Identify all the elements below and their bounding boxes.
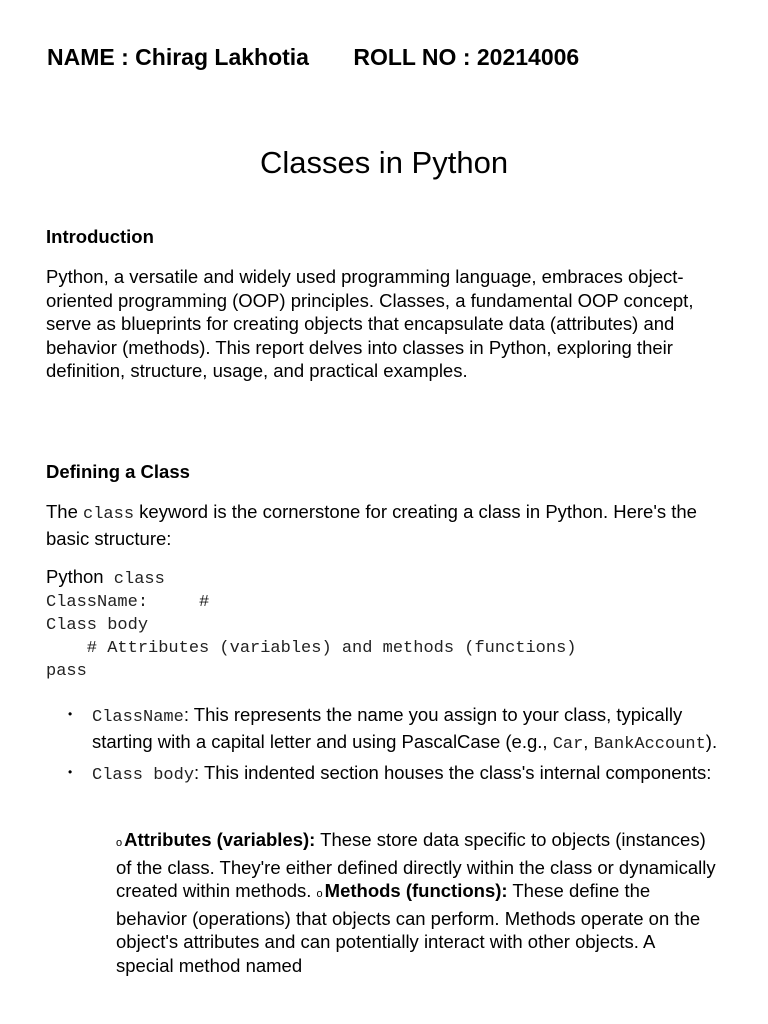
student-header xyxy=(47,44,579,71)
text-segment: ). xyxy=(705,730,718,752)
defining-class-heading: Defining a Class xyxy=(46,461,190,482)
circle-bullet-icon: o xyxy=(116,837,123,849)
structure-bullet-list xyxy=(68,703,732,793)
code-block xyxy=(46,565,577,683)
inline-code: ClassName xyxy=(92,708,184,727)
introduction-heading: Introduction xyxy=(46,226,154,247)
circle-bullet-icon: o xyxy=(316,888,323,900)
list-item xyxy=(68,703,732,756)
list-item xyxy=(68,761,732,788)
code-line: pass xyxy=(46,662,87,681)
bullet-icon: • xyxy=(68,765,73,779)
class-body-sublist xyxy=(116,828,716,977)
attributes-label: Attributes (variables): xyxy=(124,829,316,850)
methods-label: Methods (functions): xyxy=(324,880,508,901)
class-keyword: class xyxy=(83,505,135,524)
student-name: NAME : Chirag Lakhotia xyxy=(47,44,309,70)
code-line: ClassName: # xyxy=(46,593,210,612)
text-segment: These define the behavior (operations) that objects can perform. Methods operate on the object's attributes and can potentially interact with other objects. A special method named xyxy=(116,880,701,976)
bullet-icon: • xyxy=(68,707,73,721)
inline-code: BankAccount xyxy=(593,734,706,754)
introduction-paragraph: Python, a versatile and widely used programming language, embraces object-oriented programming (OOP) principles. Classes, a fundamental OOP concept, serve as blueprints for creating objects that encapsulate data (attributes) and behavior (methods). This report delves into classes in Python, exploring their definition, structure, usage, and practical examples. xyxy=(46,266,694,381)
roll-number: ROLL NO : 20214006 xyxy=(353,44,580,70)
text-segment: These store data specific to objects (instances) of the class. They're either defined directly within the class or dynamically created within methods. xyxy=(116,829,716,901)
inline-code: Class body xyxy=(92,766,195,785)
code-language-label: Python xyxy=(46,566,104,587)
text-segment: keyword is the cornerstone for creating a class in Python. Here's the basic structure: xyxy=(46,501,697,549)
text-segment: , xyxy=(583,730,594,752)
text-segment: : This indented section houses the class's internal components: xyxy=(194,762,712,783)
code-line: class xyxy=(103,570,165,589)
text-segment: : This represents the name you assign to your class, typically starting with a capital letter and using PascalCase (e.g., xyxy=(92,704,683,752)
code-line: Class body xyxy=(46,616,149,635)
text-segment: The xyxy=(46,501,84,522)
document-title: Classes in Python xyxy=(259,145,509,180)
defining-class-paragraph xyxy=(46,500,726,550)
code-line: # Attributes (variables) and methods (functions) xyxy=(46,639,577,658)
inline-code: Car xyxy=(552,734,584,754)
